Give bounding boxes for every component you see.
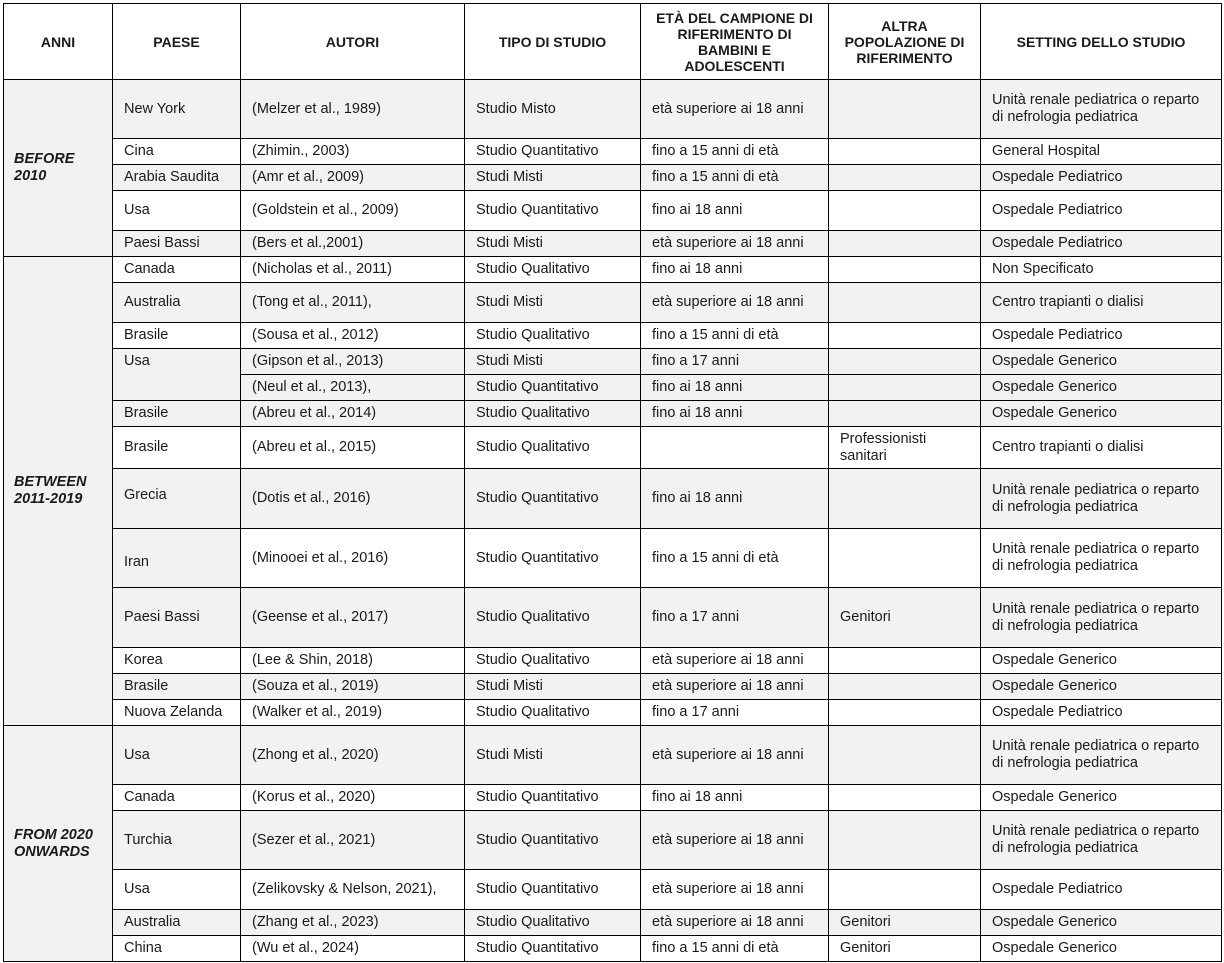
cell-altra — [829, 785, 981, 811]
table-row — [4, 427, 1222, 469]
cell-altra — [829, 375, 981, 401]
cell-tipo: Studio Qualitativo — [465, 700, 641, 726]
cell-autori: (Sousa et al., 2012) — [241, 323, 465, 349]
cell-autori: (Melzer et al., 1989) — [241, 80, 465, 139]
cell-tipo: Studio Quantitativo — [465, 785, 641, 811]
table-row — [4, 936, 1222, 962]
cell-eta: fino ai 18 anni — [641, 785, 829, 811]
cell-autori: (Wu et al., 2024) — [241, 936, 465, 962]
table-row — [4, 700, 1222, 726]
cell-altra — [829, 139, 981, 165]
cell-autori: (Amr et al., 2009) — [241, 165, 465, 191]
table-row — [4, 401, 1222, 427]
cell-autori: (Walker et al., 2019) — [241, 700, 465, 726]
cell-setting: Unità renale pediatrica o reparto di nefrologia pediatrica — [981, 80, 1222, 139]
cell-eta: età superiore ai 18 anni — [641, 283, 829, 323]
cell-autori: (Gipson et al., 2013) — [241, 349, 465, 375]
cell-altra — [829, 811, 981, 870]
cell-tipo: Studio Misto — [465, 80, 641, 139]
cell-eta: fino a 15 anni di età — [641, 323, 829, 349]
cell-altra: Professionisti sanitari — [829, 427, 981, 469]
cell-eta: fino ai 18 anni — [641, 375, 829, 401]
cell-tipo: Studio Quantitativo — [465, 139, 641, 165]
header-paese: PAESE — [113, 4, 241, 80]
cell-altra — [829, 165, 981, 191]
cell-tipo: Studio Qualitativo — [465, 910, 641, 936]
cell-setting: Unità renale pediatrica o reparto di nefrologia pediatrica — [981, 726, 1222, 785]
cell-setting: Ospedale Generico — [981, 401, 1222, 427]
cell-paese: Brasile — [113, 674, 241, 700]
cell-tipo: Studio Quantitativo — [465, 375, 641, 401]
cell-setting: Ospedale Pediatrico — [981, 231, 1222, 257]
cell-paese: Cina — [113, 139, 241, 165]
cell-tipo: Studi Misti — [465, 674, 641, 700]
cell-paese: Brasile — [113, 323, 241, 349]
cell-paese: Australia — [113, 910, 241, 936]
cell-autori: (Nicholas et al., 2011) — [241, 257, 465, 283]
cell-setting: Ospedale Generico — [981, 936, 1222, 962]
cell-altra — [829, 283, 981, 323]
table-row — [4, 323, 1222, 349]
table-row — [4, 191, 1222, 231]
cell-tipo: Studio Quantitativo — [465, 811, 641, 870]
cell-altra — [829, 529, 981, 588]
cell-eta — [641, 427, 829, 469]
cell-tipo: Studio Qualitativo — [465, 588, 641, 648]
cell-tipo: Studio Qualitativo — [465, 427, 641, 469]
cell-autori: (Zhang et al., 2023) — [241, 910, 465, 936]
cell-setting: Ospedale Pediatrico — [981, 323, 1222, 349]
table-row — [4, 231, 1222, 257]
cell-eta: fino a 15 anni di età — [641, 529, 829, 588]
cell-tipo: Studio Qualitativo — [465, 257, 641, 283]
cell-eta: età superiore ai 18 anni — [641, 726, 829, 785]
cell-tipo: Studi Misti — [465, 349, 641, 375]
cell-setting: Unità renale pediatrica o reparto di nefrologia pediatrica — [981, 469, 1222, 529]
cell-autori: (Neul et al., 2013), — [241, 375, 465, 401]
cell-paese: Usa — [113, 726, 241, 785]
table-row — [4, 726, 1222, 785]
cell-tipo: Studio Qualitativo — [465, 323, 641, 349]
cell-autori: (Zhong et al., 2020) — [241, 726, 465, 785]
header-tipo: TIPO DI STUDIO — [465, 4, 641, 80]
table-row — [4, 588, 1222, 648]
cell-setting: Ospedale Generico — [981, 349, 1222, 375]
cell-setting: Non Specificato — [981, 257, 1222, 283]
cell-altra — [829, 469, 981, 529]
cell-eta: fino a 17 anni — [641, 349, 829, 375]
cell-setting: Ospedale Generico — [981, 648, 1222, 674]
cell-altra — [829, 726, 981, 785]
cell-autori: (Korus et al., 2020) — [241, 785, 465, 811]
cell-eta: età superiore ai 18 anni — [641, 80, 829, 139]
cell-tipo: Studio Qualitativo — [465, 401, 641, 427]
cell-setting: Ospedale Generico — [981, 785, 1222, 811]
cell-altra — [829, 870, 981, 910]
cell-setting: Centro trapianti o dialisi — [981, 283, 1222, 323]
studies-table — [3, 3, 1222, 962]
cell-tipo: Studio Quantitativo — [465, 529, 641, 588]
header-altra: ALTRA POPOLAZIONE DI RIFERIMENTO — [829, 4, 981, 80]
cell-autori: (Zelikovsky & Nelson, 2021), — [241, 870, 465, 910]
cell-altra — [829, 191, 981, 231]
table-row — [4, 648, 1222, 674]
cell-eta: fino a 15 anni di età — [641, 936, 829, 962]
table-row — [4, 257, 1222, 283]
cell-altra: Genitori — [829, 588, 981, 648]
cell-autori: (Geense et al., 2017) — [241, 588, 465, 648]
cell-eta: fino ai 18 anni — [641, 401, 829, 427]
cell-altra — [829, 401, 981, 427]
cell-setting: Unità renale pediatrica o reparto di nefrologia pediatrica — [981, 588, 1222, 648]
cell-setting: Ospedale Pediatrico — [981, 165, 1222, 191]
cell-eta: età superiore ai 18 anni — [641, 648, 829, 674]
table-row — [4, 811, 1222, 870]
cell-eta: fino ai 18 anni — [641, 469, 829, 529]
cell-setting: Centro trapianti o dialisi — [981, 427, 1222, 469]
cell-eta: fino a 17 anni — [641, 588, 829, 648]
group-label-from-2020-onwards: FROM 2020 ONWARDS — [4, 726, 113, 962]
cell-altra — [829, 231, 981, 257]
cell-eta: fino a 15 anni di età — [641, 165, 829, 191]
table-row — [4, 80, 1222, 139]
header-eta: ETÀ DEL CAMPIONE DI RIFERIMENTO DI BAMBINI E ADOLESCENTI — [641, 4, 829, 80]
cell-paese: Nuova Zelanda — [113, 700, 241, 726]
cell-autori: (Abreu et al., 2014) — [241, 401, 465, 427]
cell-autori: (Minooei et al., 2016) — [241, 529, 465, 588]
group-label-between-2011-2019: BETWEEN 2011-2019 — [4, 257, 113, 726]
cell-tipo: Studio Quantitativo — [465, 870, 641, 910]
cell-paese: New York — [113, 80, 241, 139]
cell-altra — [829, 323, 981, 349]
cell-paese: Arabia Saudita — [113, 165, 241, 191]
cell-tipo: Studio Quantitativo — [465, 191, 641, 231]
cell-altra — [829, 349, 981, 375]
cell-paese: Australia — [113, 283, 241, 323]
cell-tipo: Studi Misti — [465, 726, 641, 785]
cell-altra — [829, 257, 981, 283]
cell-autori: (Lee & Shin, 2018) — [241, 648, 465, 674]
cell-setting: Ospedale Generico — [981, 910, 1222, 936]
cell-autori: (Zhimin., 2003) — [241, 139, 465, 165]
cell-autori: (Goldstein et al., 2009) — [241, 191, 465, 231]
group-label-before-2010: BEFORE 2010 — [4, 80, 113, 257]
table-row — [4, 910, 1222, 936]
cell-setting: Ospedale Pediatrico — [981, 700, 1222, 726]
cell-eta: età superiore ai 18 anni — [641, 811, 829, 870]
cell-setting: Ospedale Generico — [981, 674, 1222, 700]
cell-altra — [829, 80, 981, 139]
cell-eta: fino ai 18 anni — [641, 191, 829, 231]
header-anni: ANNI — [4, 4, 113, 80]
cell-altra: Genitori — [829, 936, 981, 962]
cell-paese: Canada — [113, 785, 241, 811]
cell-setting: Unità renale pediatrica o reparto di nefrologia pediatrica — [981, 529, 1222, 588]
table-row — [4, 529, 1222, 588]
cell-paese: Brasile — [113, 401, 241, 427]
table-row — [4, 349, 1222, 375]
cell-tipo: Studi Misti — [465, 165, 641, 191]
cell-autori: (Dotis et al., 2016) — [241, 469, 465, 529]
cell-paese: Usa — [113, 349, 241, 401]
cell-setting: General Hospital — [981, 139, 1222, 165]
cell-paese: Brasile — [113, 427, 241, 469]
header-autori: AUTORI — [241, 4, 465, 80]
cell-eta: età superiore ai 18 anni — [641, 231, 829, 257]
cell-setting: Ospedale Generico — [981, 375, 1222, 401]
cell-autori: (Abreu et al., 2015) — [241, 427, 465, 469]
cell-autori: (Sezer et al., 2021) — [241, 811, 465, 870]
cell-altra — [829, 674, 981, 700]
cell-eta: fino ai 18 anni — [641, 257, 829, 283]
table-row — [4, 785, 1222, 811]
cell-altra: Genitori — [829, 910, 981, 936]
table-row — [4, 674, 1222, 700]
cell-paese: Iran — [113, 529, 241, 588]
cell-eta: fino a 15 anni di età — [641, 139, 829, 165]
cell-eta: età superiore ai 18 anni — [641, 674, 829, 700]
cell-eta: età superiore ai 18 anni — [641, 910, 829, 936]
cell-eta: fino a 17 anni — [641, 700, 829, 726]
cell-eta: età superiore ai 18 anni — [641, 870, 829, 910]
header-row — [4, 4, 1222, 80]
cell-paese: Korea — [113, 648, 241, 674]
cell-paese: Canada — [113, 257, 241, 283]
cell-paese: Turchia — [113, 811, 241, 870]
cell-paese: Paesi Bassi — [113, 588, 241, 648]
table-row — [4, 165, 1222, 191]
cell-paese: Usa — [113, 191, 241, 231]
cell-tipo: Studio Quantitativo — [465, 469, 641, 529]
cell-autori: (Bers et al.,2001) — [241, 231, 465, 257]
header-setting: SETTING DELLO STUDIO — [981, 4, 1222, 80]
cell-tipo: Studio Qualitativo — [465, 648, 641, 674]
table-row — [4, 870, 1222, 910]
cell-tipo: Studi Misti — [465, 283, 641, 323]
cell-setting: Ospedale Pediatrico — [981, 191, 1222, 231]
cell-altra — [829, 700, 981, 726]
cell-paese: Usa — [113, 870, 241, 910]
cell-paese: China — [113, 936, 241, 962]
cell-altra — [829, 648, 981, 674]
cell-setting: Unità renale pediatrica o reparto di nefrologia pediatrica — [981, 811, 1222, 870]
cell-paese: Paesi Bassi — [113, 231, 241, 257]
cell-tipo: Studi Misti — [465, 231, 641, 257]
cell-autori: (Souza et al., 2019) — [241, 674, 465, 700]
cell-setting: Ospedale Pediatrico — [981, 870, 1222, 910]
table-row — [4, 283, 1222, 323]
cell-autori: (Tong et al., 2011), — [241, 283, 465, 323]
cell-tipo: Studio Quantitativo — [465, 936, 641, 962]
table-row — [4, 469, 1222, 529]
table-row — [4, 139, 1222, 165]
cell-paese: Grecia — [113, 469, 241, 529]
